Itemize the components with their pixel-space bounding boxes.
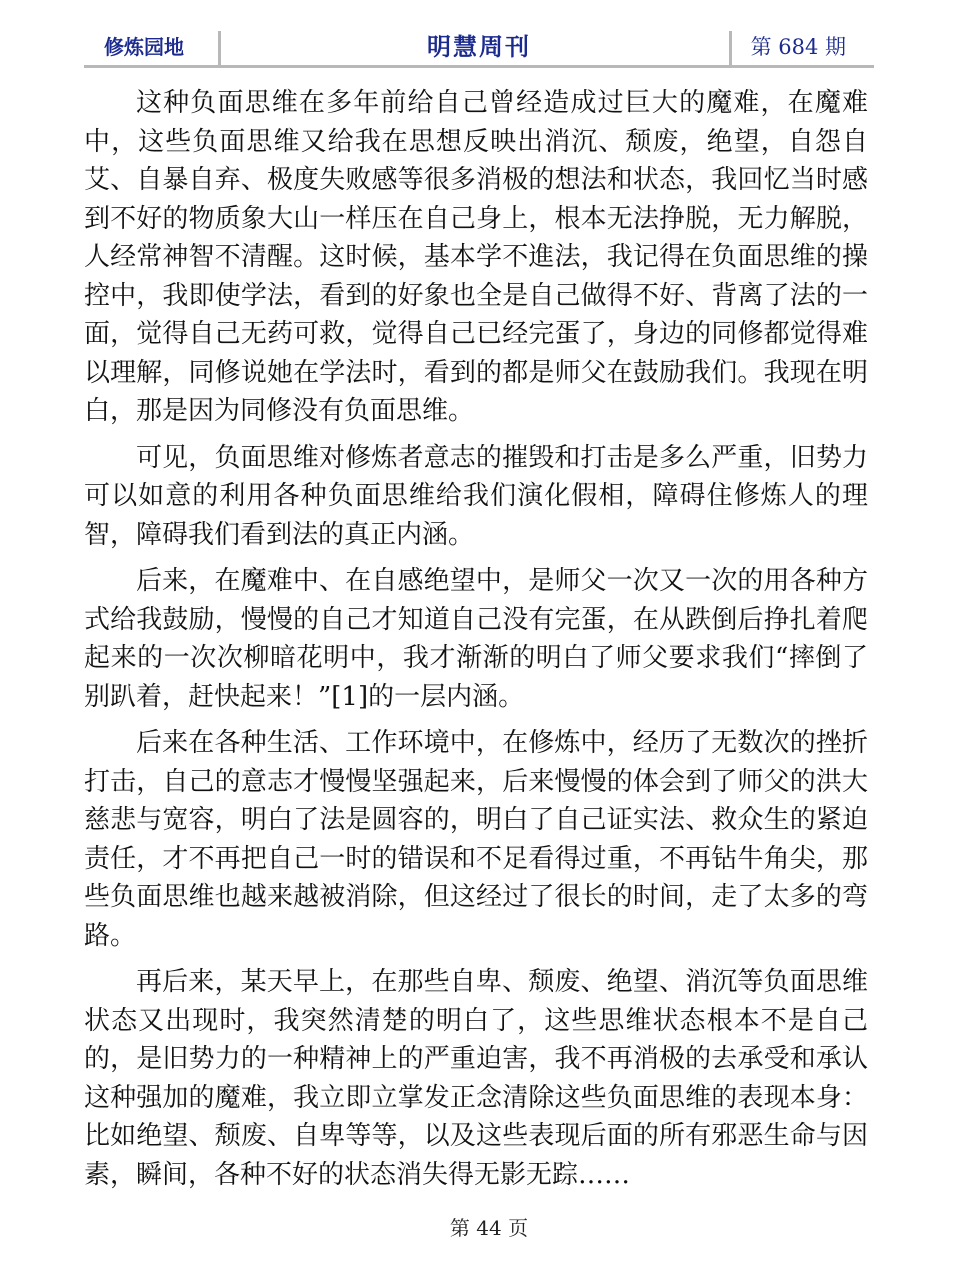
page-header bbox=[84, 27, 874, 67]
publication-title: 明慧周刊 bbox=[427, 33, 531, 61]
header-rule bbox=[84, 65, 874, 68]
paragraph: 再后来，某天早上，在那些自卑、颓废、绝望、消沉等负面思维状态又出现时，我突然清楚的明白了，这些思维状态根本不是自己的，是旧势力的一种精神上的严重迫害，我不再消极的去承受和承认这种强加的魔难，我立即立掌发正念清除这些负面思维的表现本身：比如绝望、颓废、自卑等等，以及这些表现后面的所有邪恶生命与因素，瞬间，各种不好的状态消失得无影无踪…… bbox=[84, 967, 868, 1190]
article-body bbox=[84, 84, 868, 1202]
page-number: 第 44 页 bbox=[449, 1216, 529, 1240]
header-divider-right bbox=[729, 31, 732, 65]
section-label: 修炼园地 bbox=[104, 35, 184, 59]
issue-number: 第 684 期 bbox=[750, 35, 846, 59]
paragraph: 这种负面思维在多年前给自己曾经造成过巨大的魔难，在魔难中，这些负面思维又给我在思想反映出消沉、颓废，绝望，自怨自艾、自暴自弃、极度失败感等很多消极的想法和状态，我回忆当时感到不好的物质象大山一样压在自己身上，根本无法挣脱，无力解脱，人经常神智不清醒。这时候，基本学不進法，我记得在负面思维的操控中，我即使学法，看到的好象也全是自己做得不好、背离了法的一面，觉得自己无药可救，觉得自己已经完蛋了，身边的同修都觉得难以理解，同修说她在学法时，看到的都是师父在鼓励我们。我现在明白，那是因为同修没有负面思维。 bbox=[84, 88, 868, 426]
paragraph: 后来在各种生活、工作环境中，在修炼中，经历了无数次的挫折打击，自己的意志才慢慢坚强起来，后来慢慢的体会到了师父的洪大慈悲与宽容，明白了法是圆容的，明白了自己证实法、救众生的紧迫责任，才不再把自己一时的错误和不足看得过重，不再钻牛角尖，那些负面思维也越来越被消除，但这经过了很长的时间，走了太多的弯路。 bbox=[84, 728, 868, 951]
paragraph: 可见，负面思维对修炼者意志的摧毁和打击是多么严重，旧势力可以如意的利用各种负面思维给我们演化假相，障碍住修炼人的理智，障碍我们看到法的真正内涵。 bbox=[84, 442, 868, 550]
paragraph: 后来，在魔难中、在自感绝望中，是师父一次又一次的用各种方式给我鼓励，慢慢的自己才知道自己没有完蛋，在从跌倒后挣扎着爬起来的一次次柳暗花明中，我才渐渐的明白了师父要求我们“摔倒了别趴着，赶快起来！”[1]的一层内涵。 bbox=[84, 566, 868, 712]
